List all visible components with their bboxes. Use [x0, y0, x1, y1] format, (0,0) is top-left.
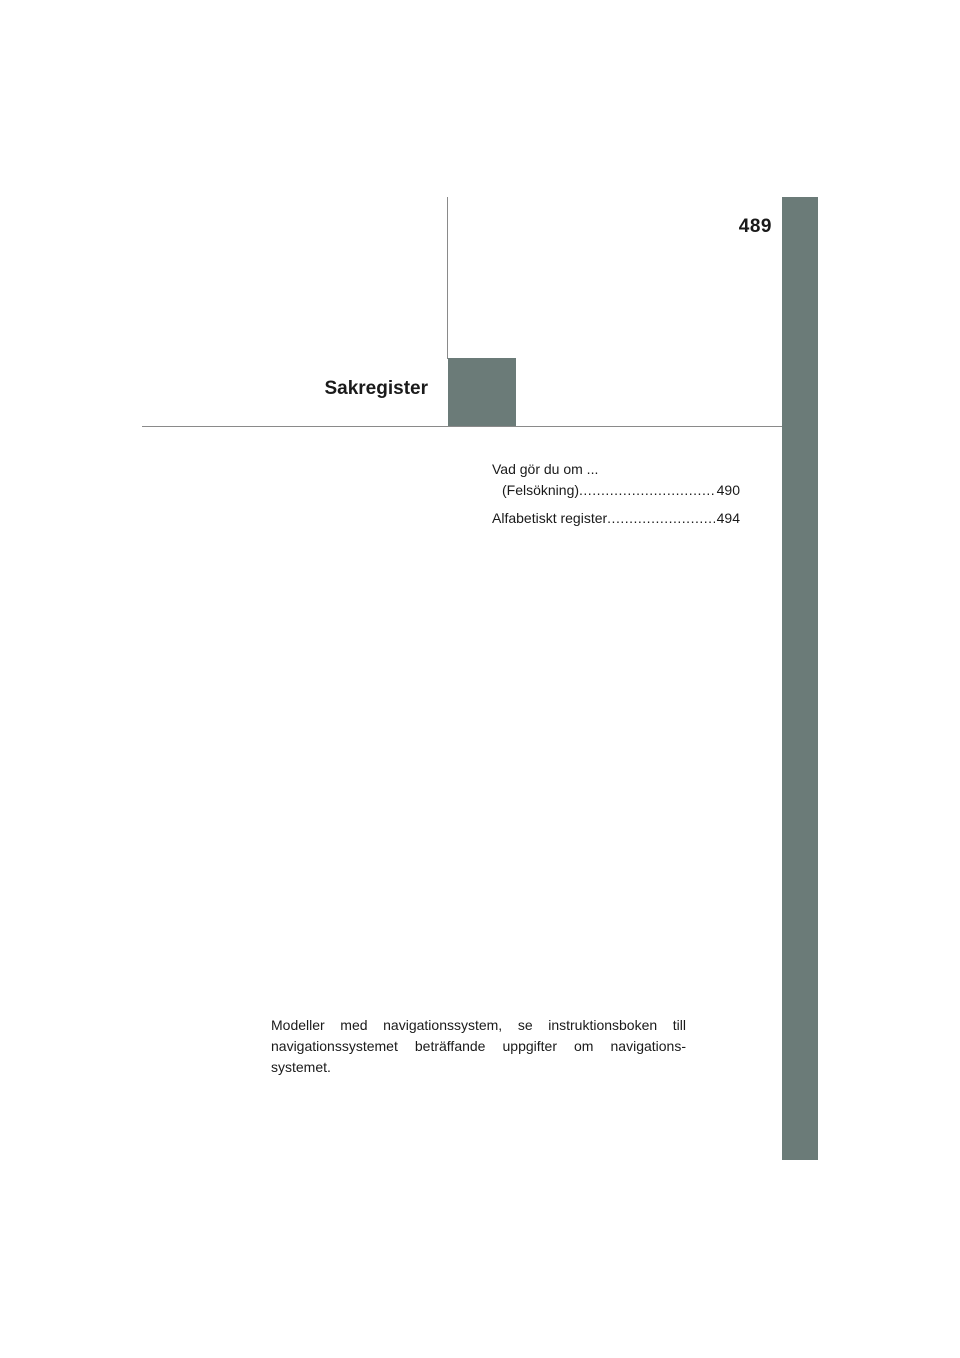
navigation-note: Modeller med navigationssystem, se instruktionsboken till navigationssystemet beträffande uppgifter om navigations-systemet. [271, 1017, 686, 1075]
toc-leader-dots [607, 508, 714, 529]
toc-entry-page: 490 [716, 482, 740, 498]
chapter-side-tab [782, 197, 818, 1160]
toc-entry-label: (Felsökning) [502, 482, 580, 498]
vertical-divider [447, 197, 448, 359]
table-of-contents [492, 459, 740, 529]
horizontal-divider [142, 426, 782, 427]
page-number: 489 [738, 216, 772, 237]
toc-entry-alphabetical-index[interactable] [492, 508, 740, 529]
toc-entry-label: Alfabetiskt register [492, 510, 608, 526]
section-title: Sakregister [324, 378, 428, 399]
toc-leader-dots [579, 480, 715, 501]
toc-entry-page: 494 [716, 510, 740, 526]
section-color-block [448, 358, 516, 427]
toc-entry-troubleshooting-heading[interactable]: Vad gör du om ... [492, 461, 599, 477]
toc-entry-troubleshooting[interactable] [492, 480, 740, 501]
